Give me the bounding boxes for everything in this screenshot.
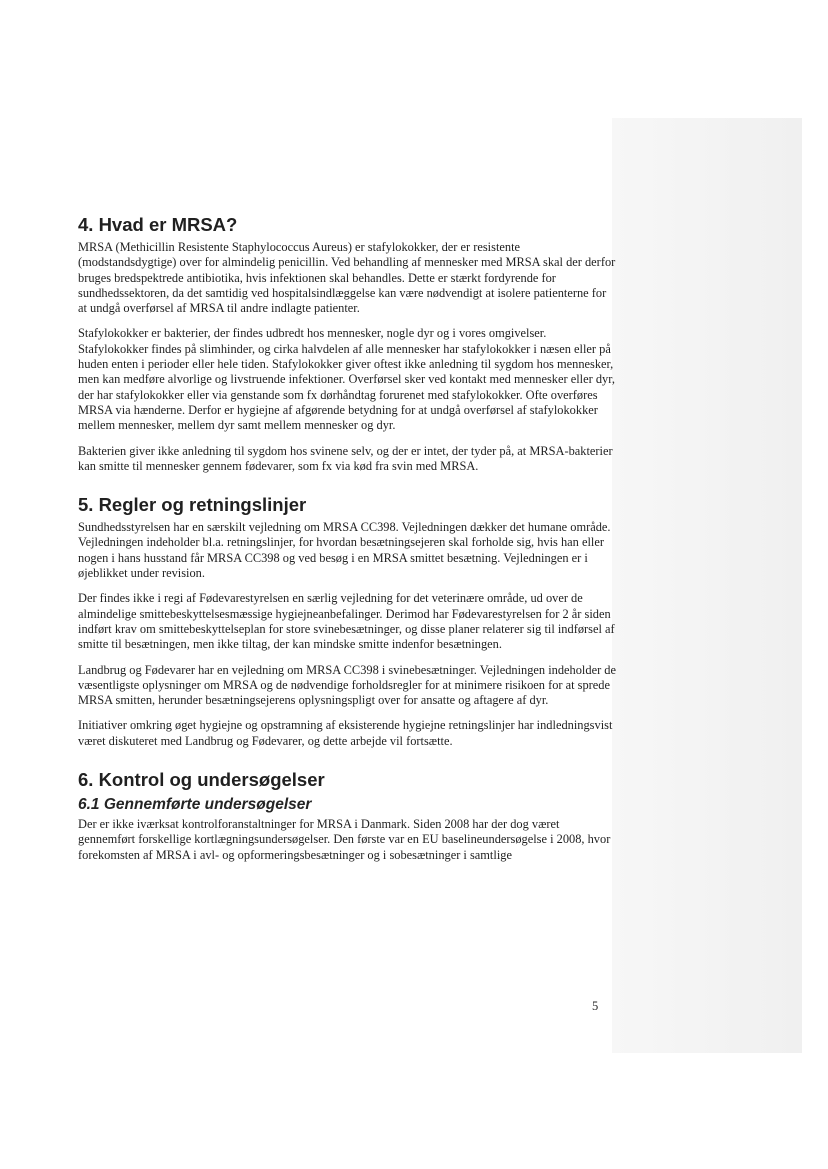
subsection-heading: 6.1 Gennemførte undersøgelser: [78, 796, 312, 814]
section-rules-and-guidelines: [78, 494, 618, 749]
scan-shadow: [612, 118, 802, 1053]
section-heading: 6. Kontrol og undersøgelser: [78, 769, 325, 791]
paragraph: Landbrug og Fødevarer har en vejledning om MRSA CC398 i svinebesætninger. Vejledningen indeholder de væsentligste oplysninger om MRSA og de nødvendige forholdsregler for at minimere risikoen for at sprede MRSA smitten, herunder besætningsejerens oplysningspligt over for ansatte og aftagere af dyr.: [78, 662, 616, 708]
section-control-and-studies: [78, 769, 618, 863]
section-what-is-mrsa: [78, 214, 618, 474]
paragraph: Initiativer omkring øget hygiejne og opstramning af eksisterende hygiejne retningslinjer har indledningsvist været diskuteret med Landbrug og Fødevarer, og dette arbejde vil fortsætte.: [78, 718, 613, 748]
paragraph: Der findes ikke i regi af Fødevarestyrelsen en særlig vejledning for det veterinære område, ud over de almindelige smittebeskyttelsesmæssige hygiejneanbefalinger. Derimod har Fødevarestyrelsen for 2 år siden indført krav om smittebeskyttelseplan for store svinebesætninger, og disse planer relaterer sig til indførsel af smitte til besætningen, men ikke tiltag, der kan mindske smitte indenfor besætningen.: [78, 591, 615, 652]
paragraph: Stafylokokker er bakterier, der findes udbredt hos mennesker, nogle dyr og i vores omgivelser. Stafylokokker findes på slimhinder, og cirka halvdelen af alle mennesker har stafylokokker i næsen eller på huden enten i perioder eller hele tiden. Stafylokokker giver oftest ikke anledning til sygdom hos mennesker, men kan medføre alvorlige og livstruende infektioner. Overførsel sker ved kontakt med mennesker eller dyr, der har stafylokokker eller via genstande som fx dørhåndtag forurenet med stafylokokker. Ofte overføres MRSA via hænderne. Derfor er hygiejne af afgørende betydning for at undgå overførsel af stafylokokker mellem mennesker, mellem dyr samt mellem mennesker og dyr.: [78, 326, 615, 433]
page-number: 5: [592, 999, 599, 1013]
section-heading: 5. Regler og retningslinjer: [78, 494, 307, 516]
document-body: [78, 214, 618, 863]
paragraph: Der er ikke iværksat kontrolforanstaltninger for MRSA i Danmark. Siden 2008 har der dog været gennemført forskellige kortlægningsundersøgelser. Den første var en EU baselineundersøgelse i 2008, hvor forekomsten af MRSA i avl- og opformeringsbesætninger og i sobesætninger i samtlige: [78, 817, 611, 862]
paragraph: Sundhedsstyrelsen har en særskilt vejledning om MRSA CC398. Vejledningen dækker det humane område. Vejledningen indeholder bl.a. retningslinjer, for hvordan besætningsejeren skal forholde sig, hvis han eller nogen i hans husstand får MRSA CC398 og ved besøg i en MRSA smittet besætning. Vejledningen er i øjeblikket under revision.: [78, 520, 611, 581]
section-heading: 4. Hvad er MRSA?: [78, 214, 238, 235]
paragraph: MRSA (Methicillin Resistente Staphylococcus Aureus) er stafylokokker, der er resistente (modstandsdygtige) over for almindelig penicillin. Ved behandling af mennesker med MRSA skal der derfor bruges bredspektrede antibiotika, hvis infektionen skal behandles. Dette er stærkt fordyrende for sundhedssektoren, da det samtidig ved hospitalsindlæggelse kan være nødvendigt at isolere patienterne for at undgå overførsel af MRSA til andre indlagte patienter.: [78, 240, 616, 316]
paragraph: Bakterien giver ikke anledning til sygdom hos svinene selv, og der er intet, der tyder på, at MRSA-bakterier kan smitte til mennesker gennem fødevarer, som fx via kød fra svin med MRSA.: [78, 443, 613, 473]
